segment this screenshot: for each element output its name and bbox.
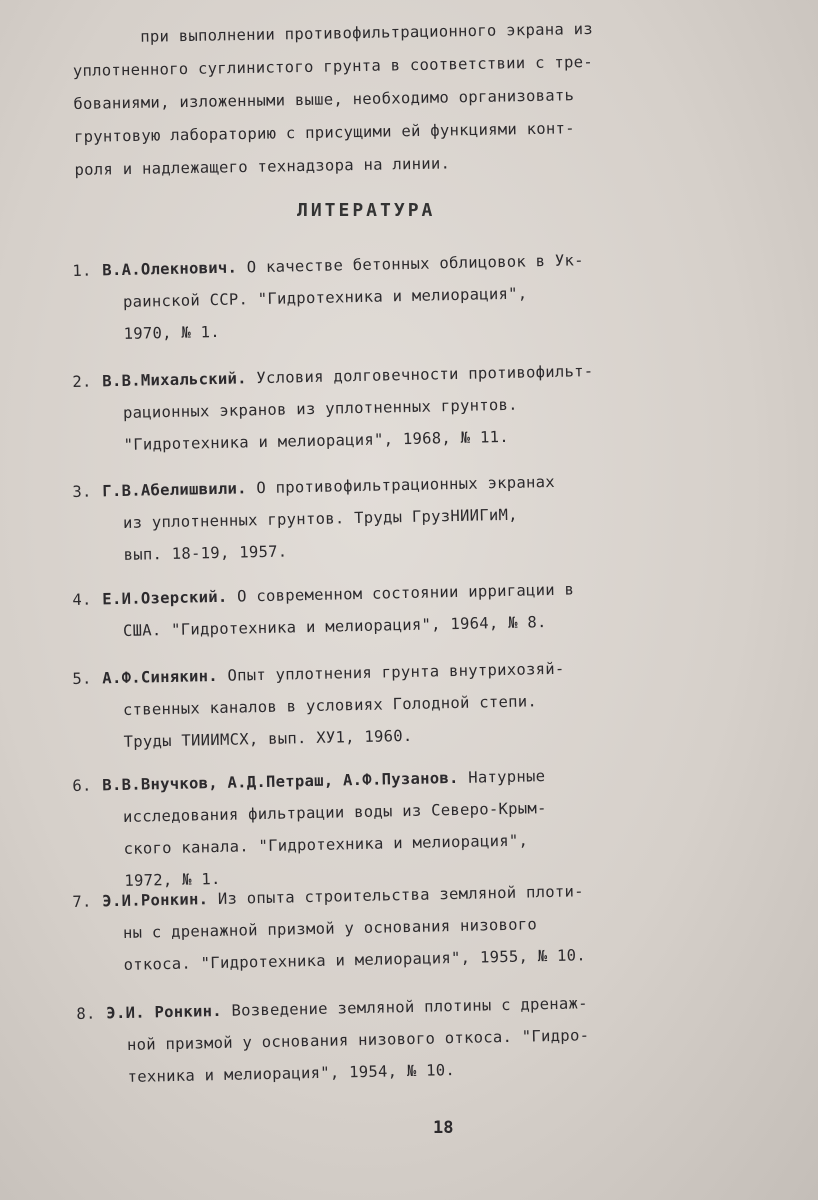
reference-text: Труды ТИИИМСХ, вып. ХУ1, 1960. bbox=[123, 726, 413, 751]
reference-text: ственных каналов в условиях Голодной степи. bbox=[122, 692, 538, 719]
reference-text: "Гидротехника и мелиорация", 1968, № 11. bbox=[123, 427, 510, 454]
reference-author: А.Ф.Синякин. bbox=[102, 666, 219, 688]
reference-item bbox=[72, 871, 794, 982]
reference-text: Условия долговечности противофильт- bbox=[256, 362, 594, 388]
reference-text: США. "Гидротехника и мелиорация", 1964, № 8. bbox=[122, 613, 547, 640]
reference-item bbox=[72, 351, 794, 462]
reference-number: 1. bbox=[72, 261, 92, 280]
intro-line: при выполнении противофильтрационного экрана из bbox=[140, 19, 594, 46]
reference-author: Э.И.Ронкин. bbox=[102, 890, 209, 911]
reference-text: вып. 18-19, 1957. bbox=[123, 542, 288, 564]
reference-author: Г.В.Абелишвили. bbox=[102, 479, 247, 501]
page-number: 18 bbox=[433, 1118, 454, 1138]
reference-item bbox=[72, 240, 794, 351]
references-heading: ЛИТЕРАТУРА bbox=[297, 200, 436, 221]
intro-paragraph bbox=[72, 9, 795, 187]
reference-text: 1970, № 1. bbox=[123, 322, 221, 343]
reference-number: 5. bbox=[72, 669, 92, 688]
reference-number: 3. bbox=[72, 482, 92, 501]
reference-text: ной призмой у основания низового откоса. "Гидро- bbox=[126, 1026, 590, 1054]
intro-line: грунтовую лабораторию с присущими ей функциями конт- bbox=[73, 119, 575, 146]
reference-text: 1972, № 1. bbox=[124, 869, 221, 890]
reference-text: ны с дренажной призмой у основания низового bbox=[122, 915, 538, 942]
reference-item bbox=[72, 569, 793, 648]
reference-text: О качестве бетонных облицовок в Ук- bbox=[246, 251, 585, 277]
reference-author: В.В.Внучков, А.Д.Петраш, А.Ф.Пузанов. bbox=[102, 768, 459, 795]
reference-text: Возведение земляной плотины с дренаж- bbox=[231, 994, 589, 1020]
reference-item bbox=[72, 461, 794, 572]
reference-text: откоса. "Гидротехника и мелиорация", 1955, № 10. bbox=[123, 946, 587, 974]
reference-number: 6. bbox=[72, 776, 92, 795]
reference-author: Э.И. Ронкин. bbox=[106, 1001, 223, 1023]
intro-line: уплотненного суглинистого грунта в соответствии с тре- bbox=[72, 52, 594, 80]
reference-number: 2. bbox=[72, 372, 92, 391]
reference-text: ского канала. "Гидротехника и мелиорация", bbox=[123, 831, 529, 858]
reference-text: рационных экранов из уплотненных грунтов. bbox=[122, 395, 519, 422]
intro-line: бованиями, изложенными выше, необходимо организовать bbox=[73, 86, 575, 113]
reference-text: О современном состоянии ирригации в bbox=[236, 580, 575, 606]
reference-text: техника и мелиорация", 1954, № 10. bbox=[127, 1061, 456, 1086]
reference-text: О противофильтрационных экранах bbox=[256, 472, 556, 498]
reference-number: 8. bbox=[76, 1004, 96, 1023]
reference-author: Е.И.Озерский. bbox=[102, 587, 228, 609]
reference-text: из уплотненных грунтов. Труды ГрузНИИГиМ, bbox=[122, 505, 519, 532]
intro-line: роля и надлежащего технадзора на линии. bbox=[74, 154, 451, 179]
reference-text: Из опыта строительства земляной плоти- bbox=[217, 882, 585, 908]
reference-text: Опыт уплотнения грунта внутрихозяй- bbox=[227, 659, 565, 685]
reference-author: В.В.Михальский. bbox=[102, 369, 247, 391]
reference-text: раинской ССР. "Гидротехника и мелиорация", bbox=[122, 284, 528, 311]
reference-item bbox=[76, 983, 798, 1094]
reference-text: Натурные bbox=[468, 767, 546, 787]
reference-number: 4. bbox=[72, 590, 92, 609]
reference-author: В.А.Олекнович. bbox=[102, 258, 238, 280]
reference-item bbox=[72, 648, 794, 759]
reference-text: исследования фильтрации воды из Северо-Крым- bbox=[122, 799, 547, 826]
reference-number: 7. bbox=[72, 892, 92, 911]
